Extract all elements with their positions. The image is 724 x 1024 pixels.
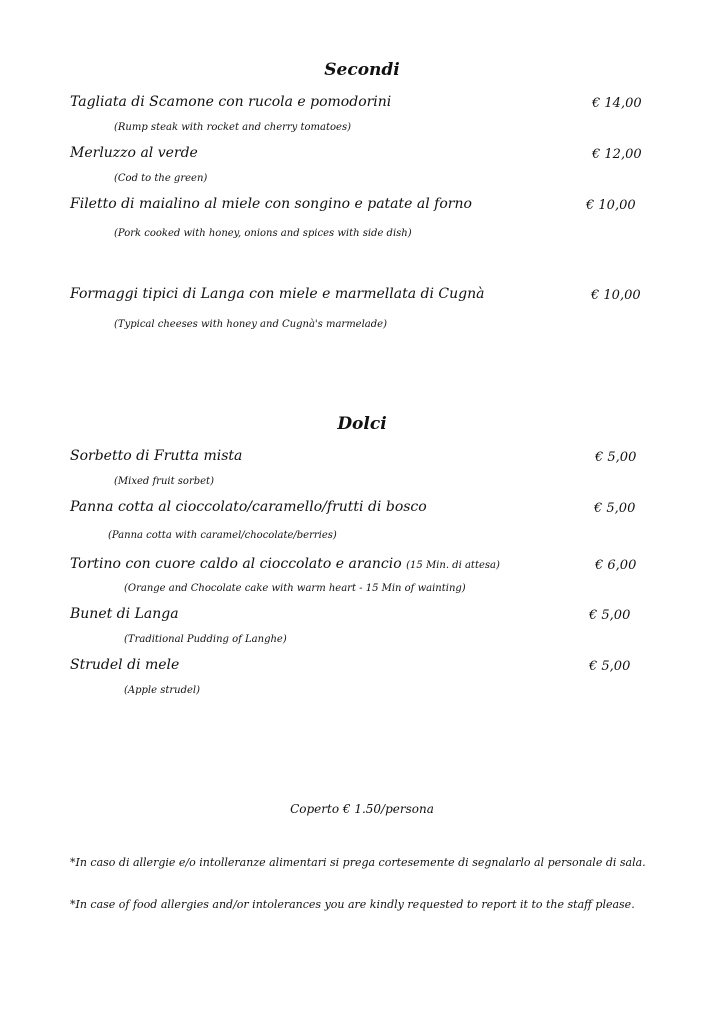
secondi-title: Secondi — [324, 60, 400, 80]
menu-item-price: € 10,00 — [591, 288, 641, 303]
menu-item-translation: (Orange and Chocolate cake with warm heart - 15 Min of wainting) — [124, 583, 466, 594]
menu-item-price: € 12,00 — [592, 147, 642, 162]
menu-item-name: Panna cotta al cioccolato/caramello/frutti di bosco — [70, 499, 427, 515]
menu-item-price: € 5,00 — [594, 501, 636, 516]
cover-charge: Coperto € 1.50/persona — [290, 802, 434, 816]
dolci-title: Dolci — [337, 414, 387, 434]
menu-item-translation: (Mixed fruit sorbet) — [114, 476, 214, 487]
menu-item-translation: (Traditional Pudding of Langhe) — [124, 634, 287, 645]
menu-item-name: Sorbetto di Frutta mista — [70, 448, 243, 464]
menu-item-name — [70, 556, 500, 572]
menu-item-wait-note: (15 Min. di attesa) — [406, 560, 500, 571]
menu-item-price: € 5,00 — [595, 450, 637, 465]
allergy-note-english: *In case of food allergies and/or intolerances you are kindly requested to report it to the staff please. — [70, 898, 635, 911]
menu-item-name: Formaggi tipici di Langa con miele e marmellata di Cugnà — [70, 286, 485, 302]
menu-item-price: € 14,00 — [592, 96, 642, 111]
menu-item-translation: (Panna cotta with caramel/chocolate/berries) — [108, 530, 337, 541]
menu-item-translation: (Rump steak with rocket and cherry tomatoes) — [114, 122, 351, 133]
menu-item-translation: (Cod to the green) — [114, 173, 208, 184]
menu-item-price: € 10,00 — [586, 198, 636, 213]
allergy-note-italian: *In caso di allergie e/o intolleranze alimentari si prega cortesemente di segnalarlo al personale di sala. — [70, 856, 646, 869]
menu-item-name: Bunet di Langa — [70, 606, 179, 622]
menu-item-price: € 5,00 — [589, 608, 631, 623]
menu-item-price: € 6,00 — [595, 558, 637, 573]
menu-item-price: € 5,00 — [589, 659, 631, 674]
menu-item-name: Merluzzo al verde — [70, 145, 198, 161]
menu-item-name: Strudel di mele — [70, 657, 180, 673]
menu-item-name: Tagliata di Scamone con rucola e pomodorini — [70, 94, 392, 110]
menu-item-name: Filetto di maialino al miele con songino e patate al forno — [70, 196, 472, 212]
menu-item-translation: (Typical cheeses with honey and Cugnà's marmelade) — [114, 319, 387, 330]
menu-item-translation: (Pork cooked with honey, onions and spices with side dish) — [114, 228, 412, 239]
menu-item-translation: (Apple strudel) — [124, 685, 201, 696]
menu-item-name-text: Tortino con cuore caldo al cioccolato e arancio — [70, 556, 402, 572]
